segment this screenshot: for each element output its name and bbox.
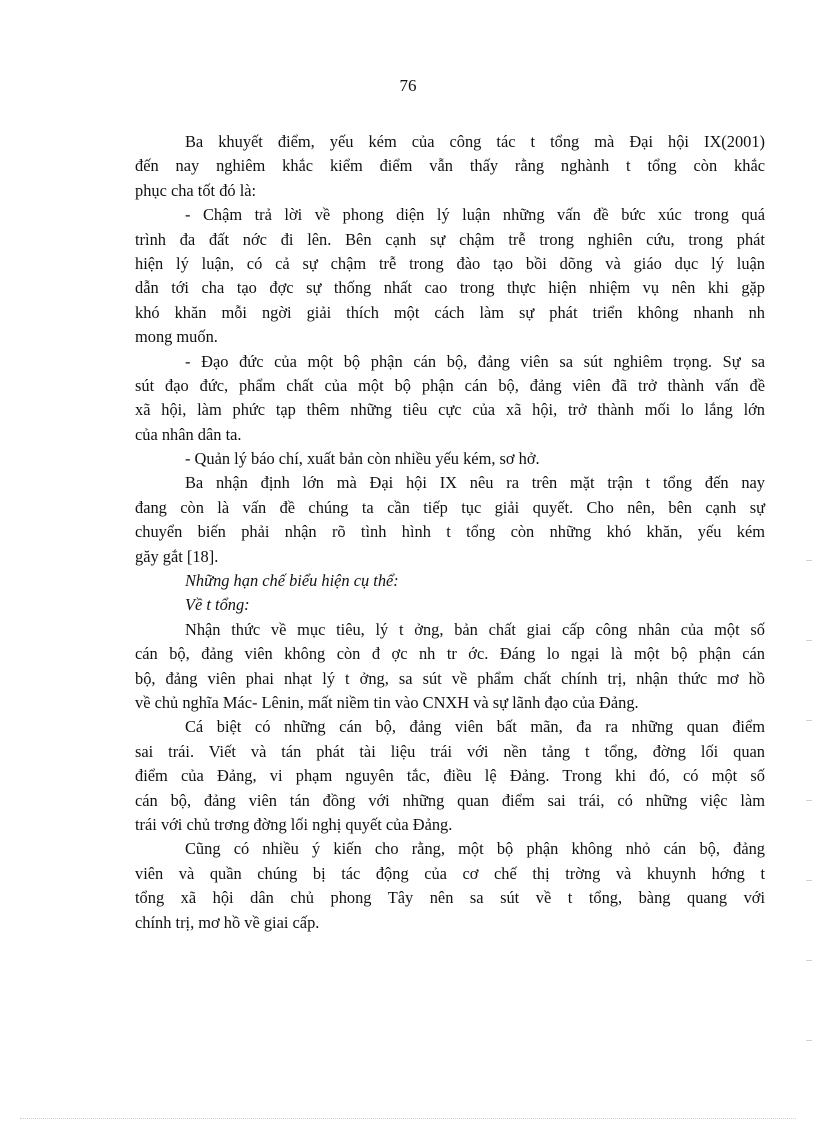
text-line: đến nay nghiêm khắc kiểm điểm vẫn thấy rằng nghành t tổng còn khắc <box>135 156 765 176</box>
margin-tick <box>806 800 812 801</box>
text-line: hiện lý luận, có cả sự chậm trễ trong đào tạo bồi dõng và giáo dục lý luận <box>135 253 765 273</box>
text-line: điểm của Đảng, vi phạm nguyên tắc, điều lệ Đảng. Trong khi đó, có một số <box>135 766 765 786</box>
text-line: dẫn tới cha tạo đợc sự thống nhất cao trong thực hiện nhiệm vụ nên khi gặp <box>135 278 765 298</box>
text-line: về chủ nghĩa Mác- Lênin, mất niềm tin vào CNXH và sự lãnh đạo của Đảng. <box>135 692 639 712</box>
text-line: sai trái. Viết và tán phát tài liệu trái với nền tảng t tổng, đờng lối quan <box>135 741 765 761</box>
text-line: Cũng có nhiều ý kiến cho rằng, một bộ phận không nhỏ cán bộ, đảng <box>185 839 765 859</box>
text-line: Ba khuyết điểm, yếu kém của công tác t tổng mà Đại hội IX(2001) <box>185 132 765 151</box>
text-line: viên và quần chúng bị tác động của cơ chế thị trờng và khuynh hớng t <box>135 863 765 883</box>
margin-tick <box>806 880 812 881</box>
text-line: Nhận thức về mục tiêu, lý t ởng, bản chất giai cấp công nhân của một số <box>185 619 765 639</box>
text-line: khó khăn mỗi ngời giải thích một cách làm sự phát triển không nhanh nh <box>135 302 765 322</box>
text-line: Ba nhận định lớn mà Đại hội IX nêu ra trên mặt trận t tổng đến nay <box>185 473 765 493</box>
text-line: sút đạo đức, phẩm chất của một bộ phận cán bộ, đảng viên đã trở thành vấn đề <box>135 375 765 395</box>
margin-tick <box>806 1040 812 1041</box>
section-heading: Những hạn chế biểu hiện cụ thể: <box>185 571 399 591</box>
text-line: bộ, đảng viên phai nhạt lý t ởng, sa sút về phẩm chất chính trị, nhận thức mơ hồ <box>135 668 765 688</box>
text-line: Cá biệt có những cán bộ, đảng viên bất mãn, đa ra những quan điểm <box>185 717 765 737</box>
text-line: mong muốn. <box>135 327 218 347</box>
text-line: phục cha tốt đó là: <box>135 180 257 200</box>
text-line: cán bộ, đảng viên không còn đ ợc nh tr ớc. Đáng lo ngại là một bộ phận cán <box>135 644 765 664</box>
text-line: cán bộ, đảng viên tán đồng với những quan điểm sai trái, có những việc làm <box>135 790 765 810</box>
text-line: - Quản lý báo chí, xuất bản còn nhiều yếu kém, sơ hở. <box>185 449 540 469</box>
text-line: chính trị, mơ hồ về giai cấp. <box>135 912 320 932</box>
subsection-heading: Về t tổng: <box>185 595 250 615</box>
page-number: 76 <box>399 76 417 95</box>
footer-divider <box>20 1118 796 1119</box>
margin-tick <box>806 560 812 561</box>
body-text <box>135 130 765 935</box>
text-line: của nhân dân ta. <box>135 424 242 444</box>
text-line: tổng xã hội dân chủ phong Tây nên sa sút về t tổng, bàng quang với <box>135 888 765 908</box>
text-line: trái với chủ trơng đờng lối nghị quyết của Đảng. <box>135 814 453 834</box>
text-line: - Chậm trả lời về phong diện lý luận những vấn đề bức xúc trong quá <box>185 205 765 225</box>
text-line: chuyển biến phải nhận rõ tình hình t tổng còn những khó khăn, yếu kém <box>135 522 765 542</box>
text-line: trình đa đất nớc đi lên. Bên cạnh sự chậm trễ trong nghiên cứu, trong phát <box>135 229 765 249</box>
text-line: - Đạo đức của một bộ phận cán bộ, đảng viên sa sút nghiêm trọng. Sự sa <box>185 351 765 371</box>
margin-tick <box>806 720 812 721</box>
text-line: đang còn là vấn đề chúng ta cần tiếp tục giải quyết. Cho nên, bên cạnh sự <box>135 497 765 517</box>
margin-tick <box>806 960 812 961</box>
text-line: xã hội, làm phức tạp thêm những tiêu cực của xã hội, trở thành mối lo lắng lớn <box>135 400 765 420</box>
margin-tick <box>806 640 812 641</box>
text-line: găy gắt [18]. <box>135 546 219 566</box>
